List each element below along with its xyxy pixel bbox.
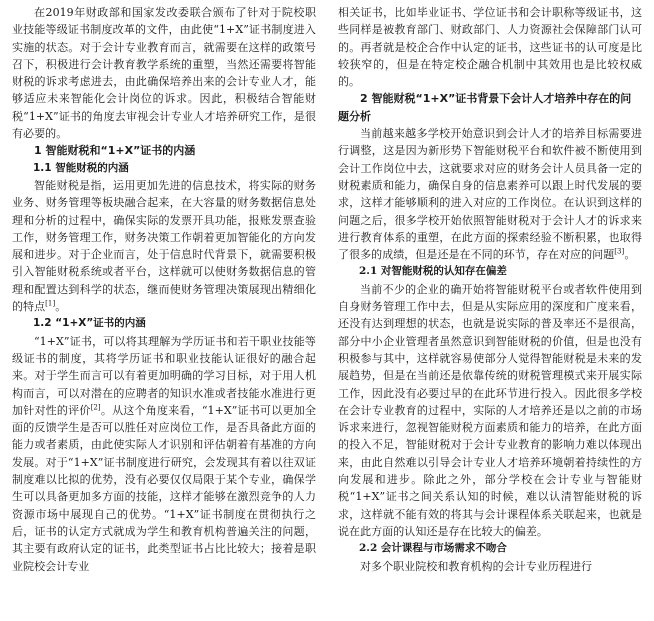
citation-ref: [1] — [45, 299, 56, 308]
left-column — [12, 4, 316, 575]
paragraph-end: 。 — [55, 300, 67, 314]
paragraph-text-continued: 。从这个角度来看，“1+X”证书可以更加全面的反馈学生是否可以胜任对应岗位工作，是否具备此方面的能力或者素质，由此使实际人才识别和评估朝着有基准的方向发展。对于“1+X”证书制度进行研究，会发现其有着以往双证制度难以比拟的优势，没有必要仅仅局限于某个专业，确保学生可以具备更加多方面的技能，这样才能够在激烈竞争的人力资源市场中展现自己的优势。“1+X”证书制度在贯彻执行之后，证书的认定方式就成为学生和教育机构普遍关注的问题，其主要有政府认定的证书，此类型证书占比比较大；接着是职业院校会计专业 — [12, 403, 317, 573]
paragraph-text: “1+X”证书，可以将其理解为学历证书和若干职业技能等级证书的制度，其将学历证书和职业技能认证很好的融合起来。对于学生而言可以有着更加明确的学习目标，对于用人机构而言，可以对潜在的应聘者的知识水准或者技能水准进行更加针对性的评价 — [12, 334, 316, 417]
paragraph-end: 。 — [624, 248, 636, 262]
section-2-heading: 2 智能财税“1+X”证书背景下会计人才培养中存在的问题分析 — [338, 92, 632, 123]
subsection-2-2-paragraph: 对多个职业院校和教育机构的会计专业历程进行 — [360, 559, 593, 573]
subsection-2-1-paragraph: 当前不少的企业的确开始将智能财税平台或者软件使用到自身财务管理工作中去，但是从实际应用的深度和广度来看，还没有达到理想的状态，也就是说实际的普及率还不是很高，部分中小企业管理者虽然意识到智能财税的价值，但是也没有积极参与其中，这样就容易使部分人觉得智能财税是未来的发展趋势，但是在当前还是依靠传统的财税管理模式来开展实际工作，因此没有必要过早的在此环节进行投入。因此很多学校在会计专业教育的过程中，实际的人才培养还是以之前的市场诉求来进行，忽视智能财税方面素质和能力的培养，在此方面的投入不足，智能财税对于会计专业教育的影响力难以体现出来，由此自然难以引导会计专业人才培养环境朝着持续性的方向发展和进步。除此之外，部分学校在会计专业与智能财税“1+X”证书之间关系认知的时候，难以认清智能财税的诉求，这样就不能有效的将其与会计课程体系关联起来，也就是说在此方面的认知还是存在比较大的偏差。 — [338, 282, 642, 538]
section-1-heading: 1 智能财税和“1+X”证书的内涵 — [34, 144, 196, 158]
paragraph-text: 智能财税是指，运用更加先进的信息技术，将实际的财务业务、财务管理等板块融合起来，在大容量的财务数据信息处理和分析的过程中，确保实际的发票开具功能，报账发票查验工作，财务管理工作，财务决策工作朝着更加智能化的方向发展和进步。对于企业而言，处于信息时代背景下，就需要积极引入智能财税系统或者平台，这样就可以使财务数据信息的管理和配置达到科学的状态，继而使财务管理决策展现出精细化的特点 — [12, 178, 316, 314]
subsection-1-2-paragraph — [12, 333, 316, 575]
right-column — [338, 4, 642, 575]
citation-ref: [3] — [614, 247, 625, 256]
subsection-2-2-heading: 2.2 会计课程与市场需求不吻合 — [359, 542, 507, 555]
intro-paragraph: 在2019年财政部和国家发改委联合颁布了针对于院校职业技能等级证书制度改革的文件，由此使“1+X”证书制度进入实施的状态。对于会计专业教育而言，就需要在这样的政策号召下，积极进行会计教育教学系统的重塑，当然还需要将智能财税的诉求考虑进去，由此确保培养出来的会计专业人才，能够适应未来智能化会计岗位的诉求。因此，积极结合智能财税“1+X”证书的角度去审视会计专业人才培养研究工作，是很有必要的。 — [12, 6, 316, 141]
citation-ref: [2] — [90, 403, 101, 412]
subsection-2-1-heading: 2.1 对智能财税的认知存在偏差 — [359, 265, 507, 278]
section-2-paragraph — [338, 125, 642, 263]
continued-paragraph: 相关证书，比如毕业证书、学位证书和会计职称等级证书，这些同样是被教育部门、财政部门、人力资源社会保障部门认可的。再者就是校企合作中认定的证书，这些证书的认可度是比较狭窄的，但是在特定校企融合机制中其效用也是比较权威的。 — [338, 6, 642, 89]
paragraph-text: 当前越来越多学校开始意识到会计人才的培养目标需要进行调整，这是因为新形势下智能财税平台和软件被不断使用到会计工作岗位中去，这就要求对应的财务会计人员具备一定的财税素质和能力，确保自身的信息素养可以跟上时代发展的要求，这样才能够顺利的进入对应的工作岗位。在认识到这样的问题之后，很多学校开始依照智能财税对于会计人才的诉求来进行教育体系的重塑，在此方面的探索经验不断积累，也取得了很多的成绩，但是还是在不同的环节，存在对应的问题 — [338, 127, 642, 262]
subsection-1-1-paragraph — [12, 177, 316, 315]
subsection-1-1-heading: 1.1 智能财税的内涵 — [33, 161, 129, 174]
subsection-1-2-heading: 1.2 “1+X”证书的内涵 — [33, 317, 146, 330]
